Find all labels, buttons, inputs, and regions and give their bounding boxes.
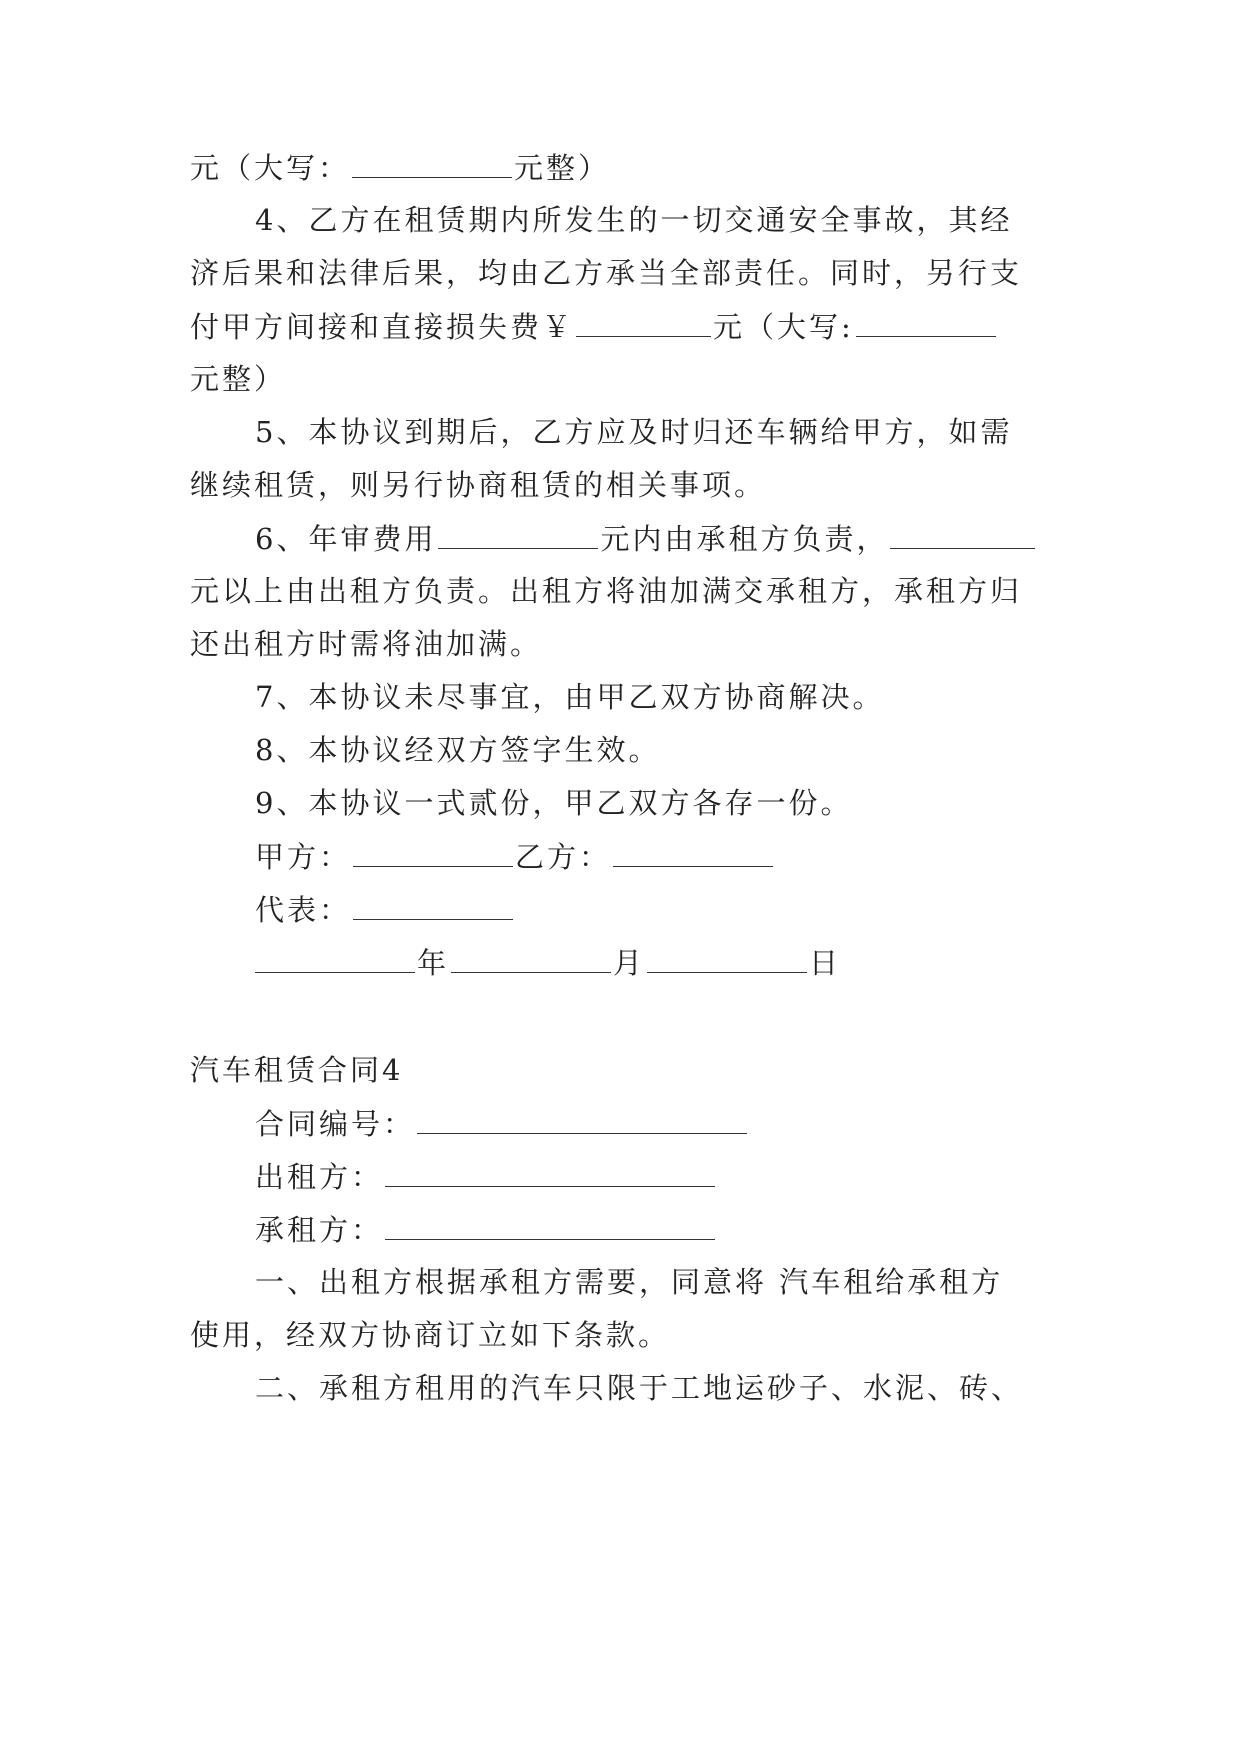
text-segment: 7、本协议未尽事宜，由甲乙双方协商解决。	[255, 680, 885, 714]
lessor-blank	[385, 1156, 715, 1187]
representative-label: 代表：	[255, 893, 352, 927]
party-a-blank	[353, 836, 513, 867]
text-line-3	[190, 253, 1060, 293]
fill-blank	[890, 518, 1035, 549]
text-line-9	[190, 571, 1060, 611]
text-segment: 元（大写：	[190, 151, 351, 185]
text-line-11	[255, 677, 1125, 717]
text-line-21	[255, 1262, 1125, 1302]
text-line-13	[255, 783, 1125, 823]
text-segment: 二、承租方租用的汽车只限于工地运砂子、水泥、砖、	[255, 1371, 1024, 1405]
fill-blank	[352, 147, 512, 178]
text-segment: 一、出租方根据承租方需要，同意将 汽车租给承租方	[255, 1265, 1004, 1299]
text-line-22	[190, 1315, 1060, 1355]
text-segment: 9、本协议一式贰份，甲乙双方各存一份。	[255, 786, 853, 820]
fill-blank	[438, 518, 598, 549]
party-a-label: 甲方：	[255, 840, 352, 874]
day-label: 日	[809, 946, 842, 980]
text-line-1	[190, 147, 1060, 187]
year-blank	[255, 942, 415, 973]
representative-blank	[353, 889, 513, 920]
signature-party-line	[255, 836, 1125, 876]
text-segment: 元整）	[514, 151, 611, 185]
date-line	[255, 942, 1125, 982]
text-segment: 付甲方间接和直接损失费￥	[190, 310, 575, 344]
text-line-2	[255, 200, 1125, 240]
text-line-5	[190, 359, 1060, 399]
party-b-label: 乙方：	[515, 840, 612, 874]
text-line-4	[190, 306, 1060, 346]
text-segment: 还出租方时需将油加满。	[190, 627, 543, 661]
text-segment: 使用，经双方协商订立如下条款。	[190, 1318, 671, 1352]
text-segment: 8、本协议经双方签字生效。	[255, 733, 661, 767]
contract-number-line	[255, 1103, 1125, 1143]
text-segment: 元（大写:	[713, 310, 854, 344]
text-segment: 4、乙方在租赁期内所发生的一切交通安全事故，其经	[255, 203, 1013, 237]
lessor-line	[255, 1156, 1125, 1196]
section-title	[190, 1050, 1060, 1090]
party-b-blank	[613, 836, 773, 867]
text-line-10	[190, 624, 1060, 664]
representative-line	[255, 889, 1125, 929]
fill-blank	[856, 306, 996, 337]
text-segment: 元整）	[190, 362, 287, 396]
lessee-label: 承租方：	[255, 1213, 384, 1247]
text-line-23	[255, 1368, 1125, 1408]
month-label: 月	[613, 946, 646, 980]
text-line-8	[255, 518, 1125, 558]
text-segment: 元以上由出租方负责。出租方将油加满交承租方，承租方归	[190, 574, 1023, 608]
lessee-blank	[385, 1209, 715, 1240]
lessee-line	[255, 1209, 1125, 1249]
day-blank	[647, 942, 807, 973]
contract-number-blank	[417, 1103, 747, 1134]
lessor-label: 出租方：	[255, 1160, 384, 1194]
text-line-12	[255, 730, 1125, 770]
text-line-7	[190, 465, 1060, 505]
contract-number-label: 合同编号：	[255, 1107, 416, 1141]
text-line-6	[255, 412, 1125, 452]
text-segment: 济后果和法律后果，均由乙方承当全部责任。同时，另行支	[190, 256, 1023, 290]
month-blank	[451, 942, 611, 973]
text-segment: 5、本协议到期后，乙方应及时归还车辆给甲方，如需	[255, 415, 1013, 449]
text-segment: 继续租赁，则另行协商租赁的相关事项。	[190, 468, 767, 502]
text-segment: 6、年审费用	[255, 522, 437, 556]
year-label: 年	[417, 946, 450, 980]
fill-blank	[576, 306, 711, 337]
section-title-text: 汽车租赁合同4	[190, 1053, 404, 1087]
text-segment: 元内由承租方负责，	[600, 522, 889, 556]
